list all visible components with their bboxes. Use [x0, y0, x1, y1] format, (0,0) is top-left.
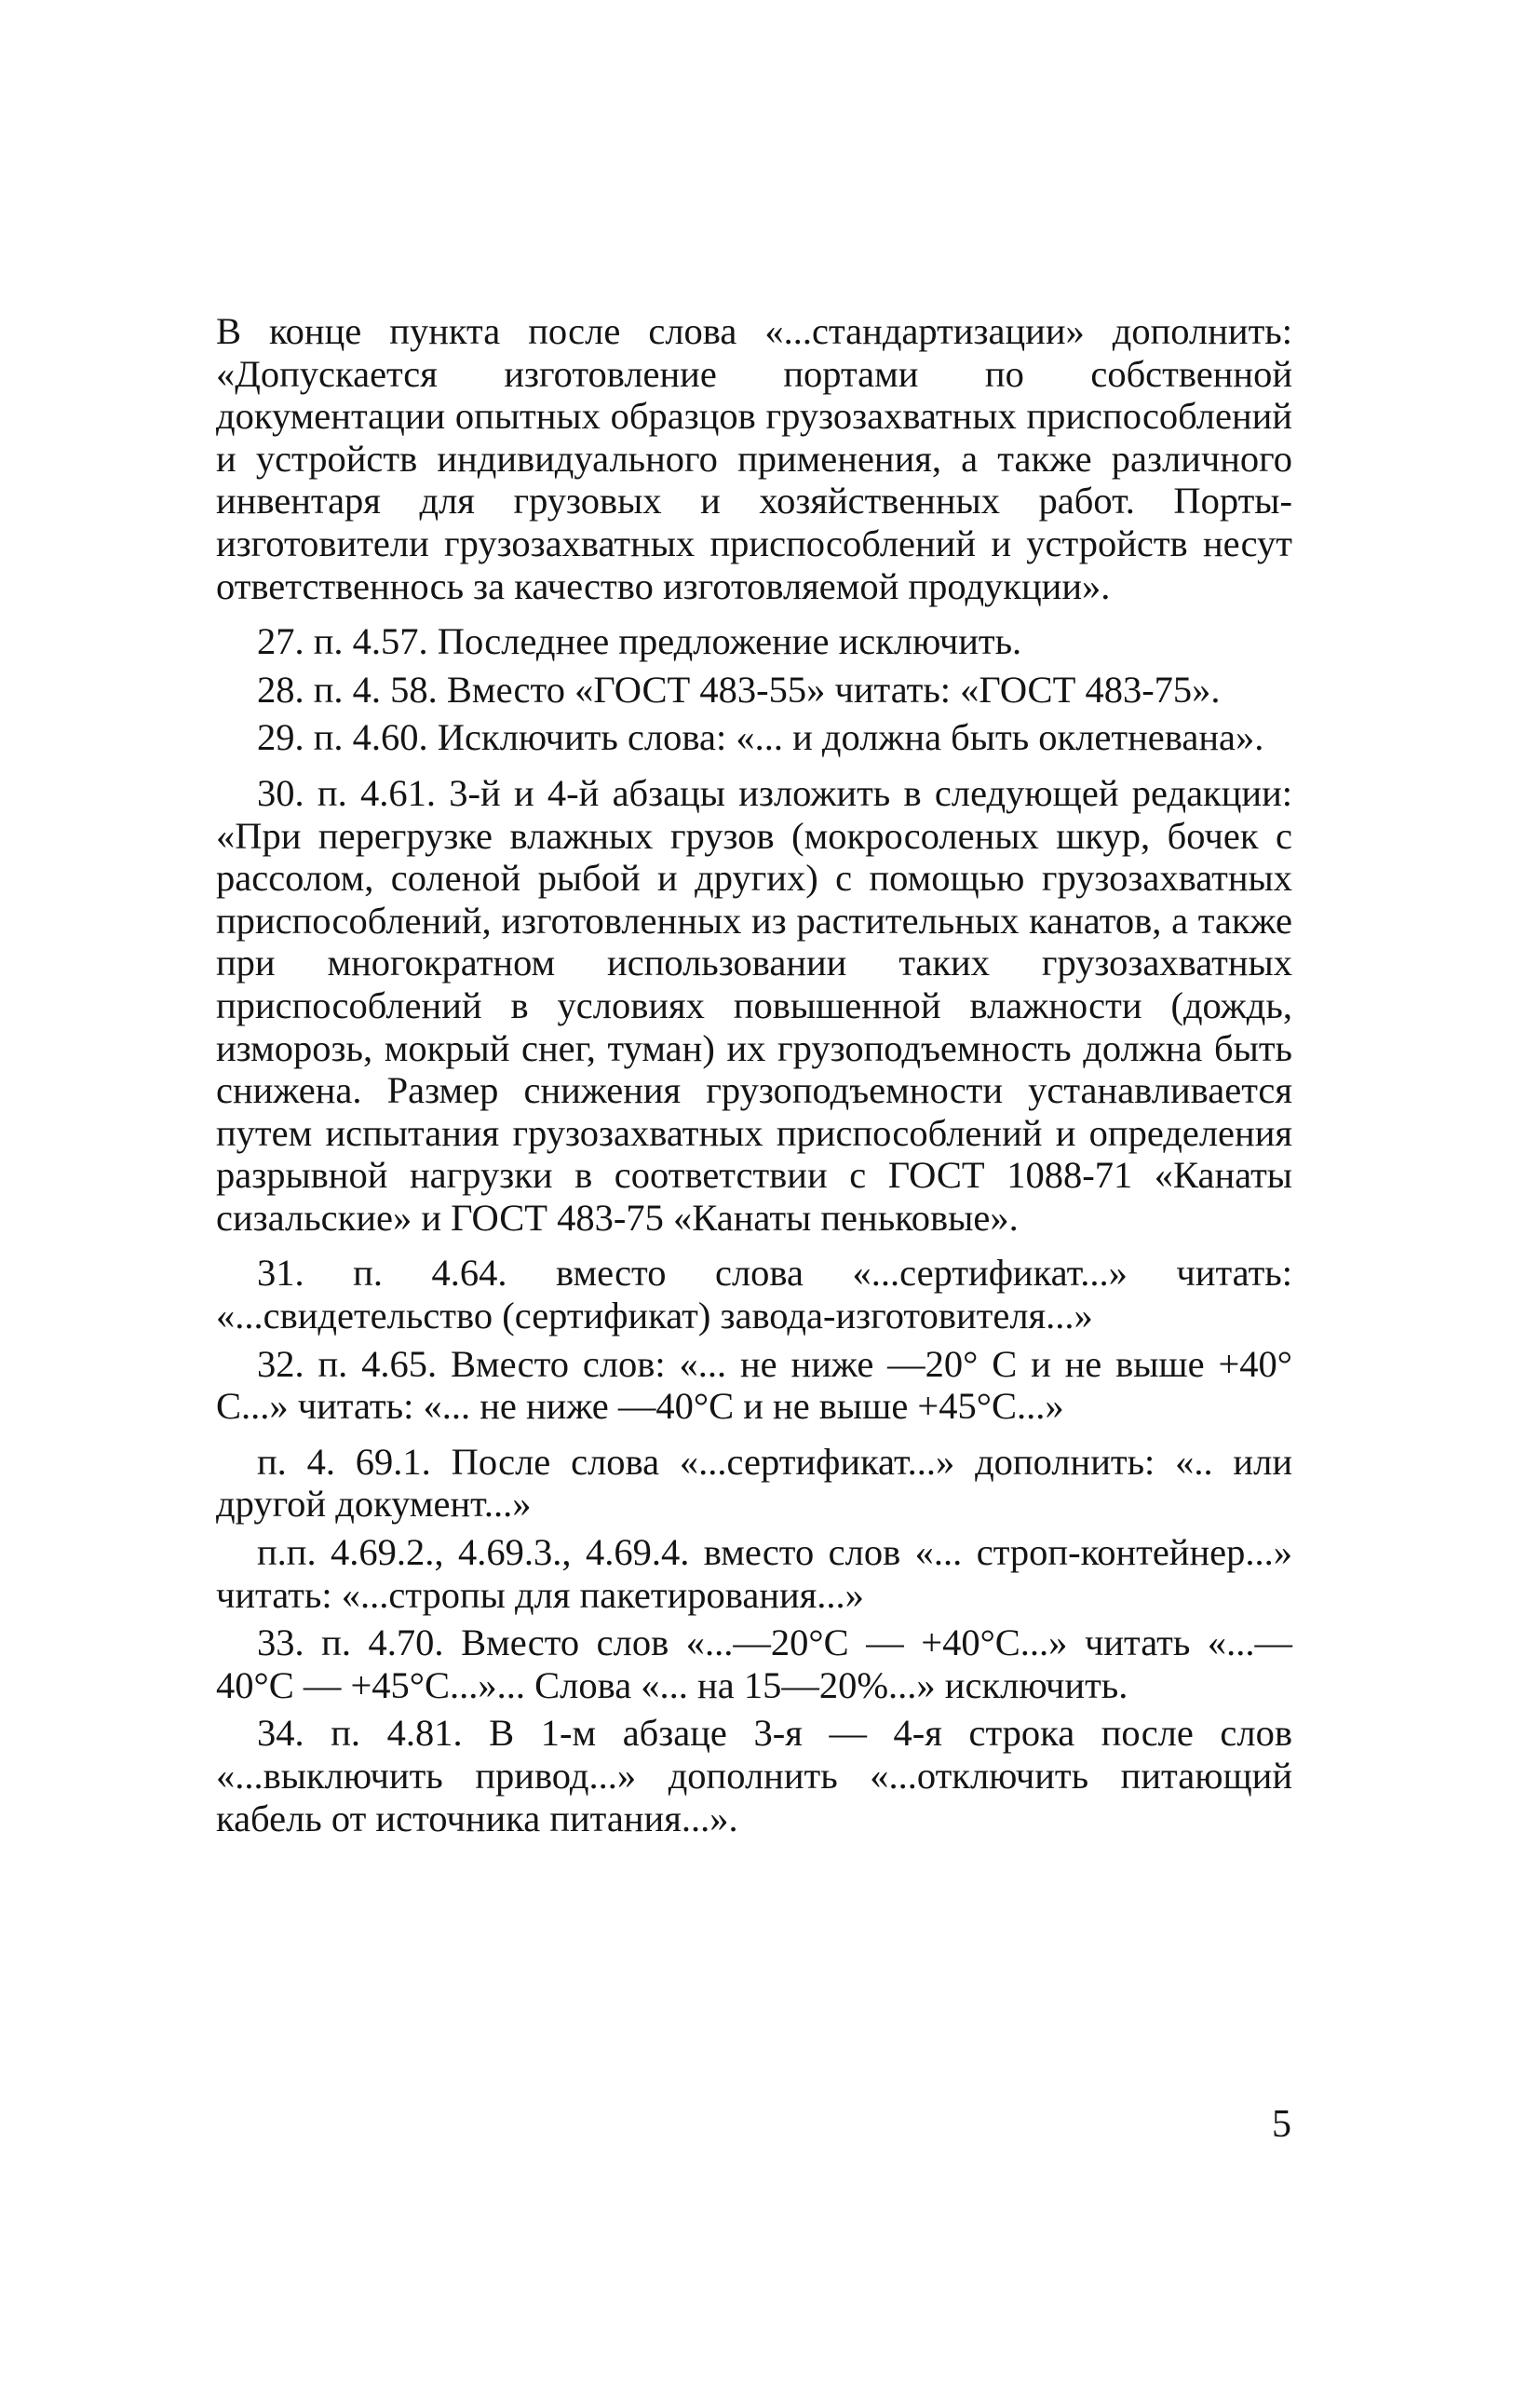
paragraph-intro: В конце пункта после слова «...стандартизации» дополнить: «Допускается изготовление портами по собственной документации опытных образцов грузозахватных приспособлений и устройств индивидуального применения, а также различного инвентаря для грузовых и хозяйственных работ. Порты-изготовители грузозахватных приспособлений и устройств несут ответственнось за качество изготовляемой продукции». — [216, 310, 1292, 607]
paragraph-item-4-69-1: п. 4. 69.1. После слова «...сертификат...» дополнить: «.. или другой документ...» — [216, 1440, 1292, 1526]
paragraph-item-31: 31. п. 4.64. вместо слова «...сертификат...» читать: «...свидетельство (сертификат) завода-изготовителя...» — [216, 1252, 1292, 1337]
document-body — [216, 310, 1292, 1845]
page-number: 5 — [1272, 2103, 1291, 2146]
paragraph-item-27: 27. п. 4.57. Последнее предложение исключить. — [257, 620, 1022, 663]
paragraph-item-28: 28. п. 4. 58. Вместо «ГОСТ 483-55» читать: «ГОСТ 483-75». — [257, 668, 1221, 711]
paragraph-item-32: 32. п. 4.65. Вместо слов: «... не ниже —20° С и не выше +40° С...» читать: «... не ниже —40°С и не выше +45°С...» — [216, 1342, 1292, 1428]
paragraph-item-29: 29. п. 4.60. Исключить слова: «... и должна быть оклетневана». — [257, 716, 1264, 759]
paragraph-item-30: 30. п. 4.61. 3-й и 4-й абзацы изложить в следующей редакции: «При перегрузке влажных грузов (мокросоленых шкур, бочек с рассолом, соленой рыбой и других) с помощью грузозахватных приспособлений, изготовленных из растительных канатов, а также при многократном использовании таких грузозахватных приспособлений в условиях повышенной влажности (дождь, изморозь, мокрый снег, туман) их грузоподъемность должна быть снижена. Размер снижения грузоподъемности устанавливается путем испытания грузозахватных приспособлений и определения разрывной нагрузки в соответствии с ГОСТ 1088-71 «Канаты сизальские» и ГОСТ 483-75 «Канаты пеньковые». — [216, 771, 1292, 1239]
paragraph-item-33: 33. п. 4.70. Вместо слов «...—20°С — +40°С...» читать «...—40°С — +45°С...»... Слова «... на 15—20%...» исключить. — [216, 1621, 1292, 1706]
paragraph-item-4-69-2: п.п. 4.69.2., 4.69.3., 4.69.4. вместо слов «... строп-контейнер...» читать: «...стропы для пакетирования...» — [216, 1531, 1292, 1616]
paragraph-item-34: 34. п. 4.81. В 1-м абзаце 3-я — 4-я строка после слов «...выключить привод...» дополнить «...отключить питающий кабель от источника питания...». — [216, 1712, 1292, 1839]
